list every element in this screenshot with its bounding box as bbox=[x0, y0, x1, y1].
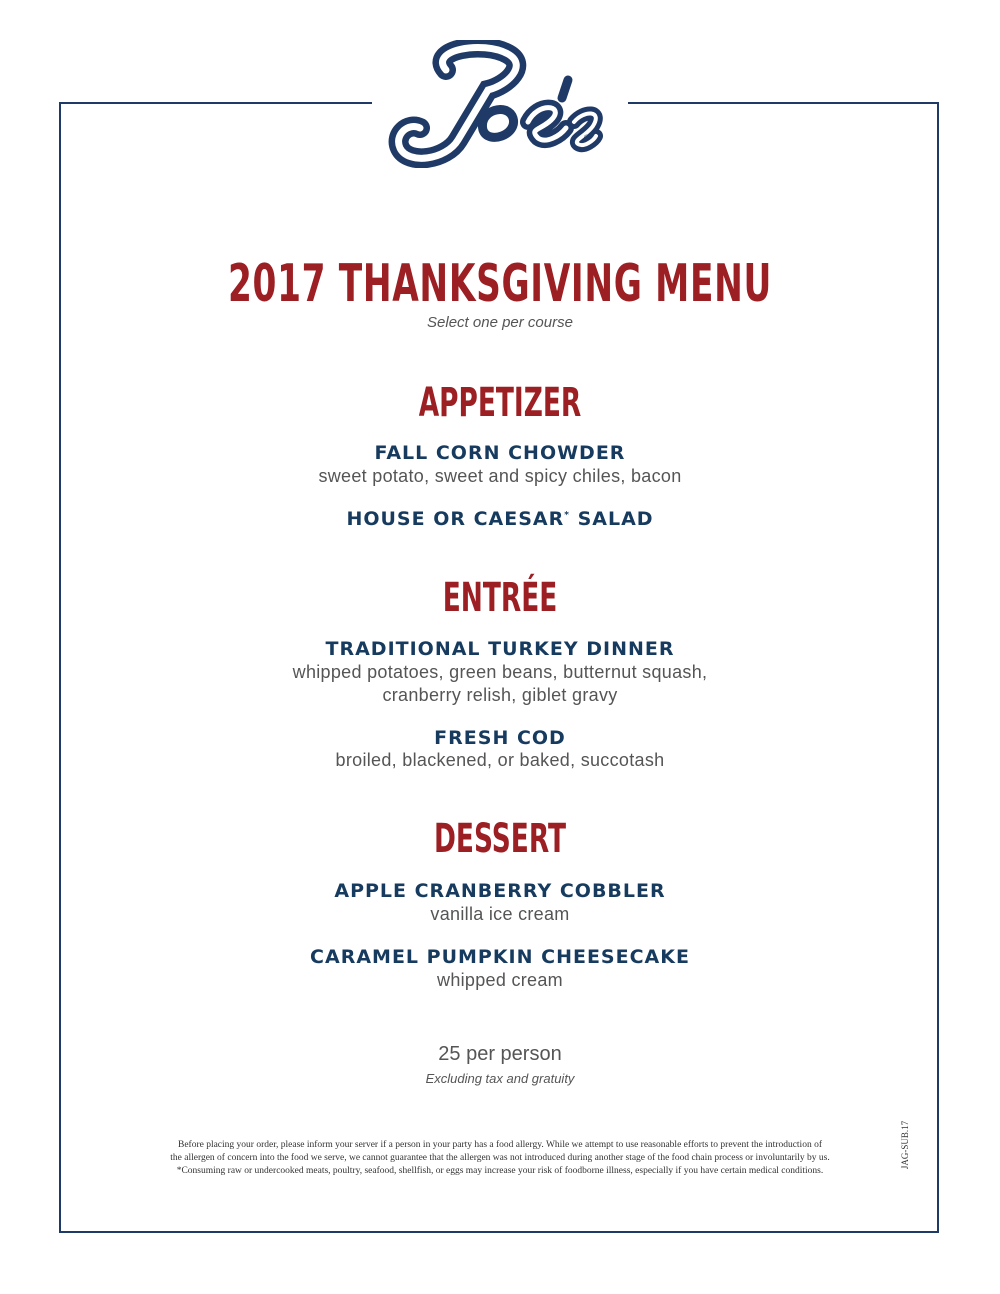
dish-description: broiled, blackened, or baked, succotash bbox=[335, 750, 665, 770]
menu-title: 2017 THANKSGIVING MENU bbox=[227, 254, 773, 314]
menu-subtitle: Select one per course bbox=[427, 314, 573, 331]
joes-logo bbox=[388, 40, 608, 168]
dish-name-part: SALAD bbox=[569, 508, 654, 530]
disclaimer-line: *Consuming raw or undercooked meats, poultry, seafood, shellfish, or eggs may increase your risk of foodborne illness, especially if you have certain medical conditions. bbox=[176, 1166, 824, 1176]
disclaimer-line: the allergen of concern into the food we serve, we cannot guarantee that the allergen was not introduced during another stage of the food chain process or involuntarily by us. bbox=[170, 1153, 830, 1163]
dish-description: whipped cream bbox=[437, 970, 563, 990]
disclaimer-line: Before placing your order, please inform your server if a person in your party has a food allergy. While we attempt to use reasonable efforts to prevent the introduction of bbox=[177, 1140, 822, 1150]
price: 25 per person bbox=[438, 1043, 562, 1065]
dessert-heading: DESSERT bbox=[434, 816, 566, 862]
dish-description: sweet potato, sweet and spicy chiles, bacon bbox=[318, 466, 682, 486]
dish-fall-corn-chowder: FALL CORN CHOWDER bbox=[374, 442, 626, 464]
dish-traditional-turkey-dinner: TRADITIONAL TURKEY DINNER bbox=[325, 638, 675, 660]
dish-description-line-1: whipped potatoes, green beans, butternut squash, bbox=[292, 662, 708, 682]
allergy-disclaimer bbox=[0, 1139, 1000, 1178]
entree-heading: ENTRÉE bbox=[442, 575, 558, 621]
dish-apple-cranberry-cobbler: APPLE CRANBERRY COBBLER bbox=[334, 880, 666, 902]
dish-fresh-cod: FRESH COD bbox=[434, 727, 566, 749]
dish-description: vanilla ice cream bbox=[430, 904, 570, 924]
dish-house-or-caesar-salad bbox=[0, 508, 1000, 530]
document-code: JAG-SUB.17 bbox=[900, 1120, 910, 1170]
asterisk-mark: * bbox=[564, 510, 570, 521]
dish-name-part: HOUSE OR CAESAR bbox=[346, 508, 565, 530]
price-note: Excluding tax and gratuity bbox=[425, 1071, 575, 1086]
dish-description-line-2: cranberry relish, giblet gravy bbox=[382, 685, 618, 705]
dish-caramel-pumpkin-cheesecake: CARAMEL PUMPKIN CHEESECAKE bbox=[310, 946, 690, 968]
appetizer-heading: APPETIZER bbox=[418, 380, 582, 426]
registered-mark: ® bbox=[584, 135, 590, 142]
